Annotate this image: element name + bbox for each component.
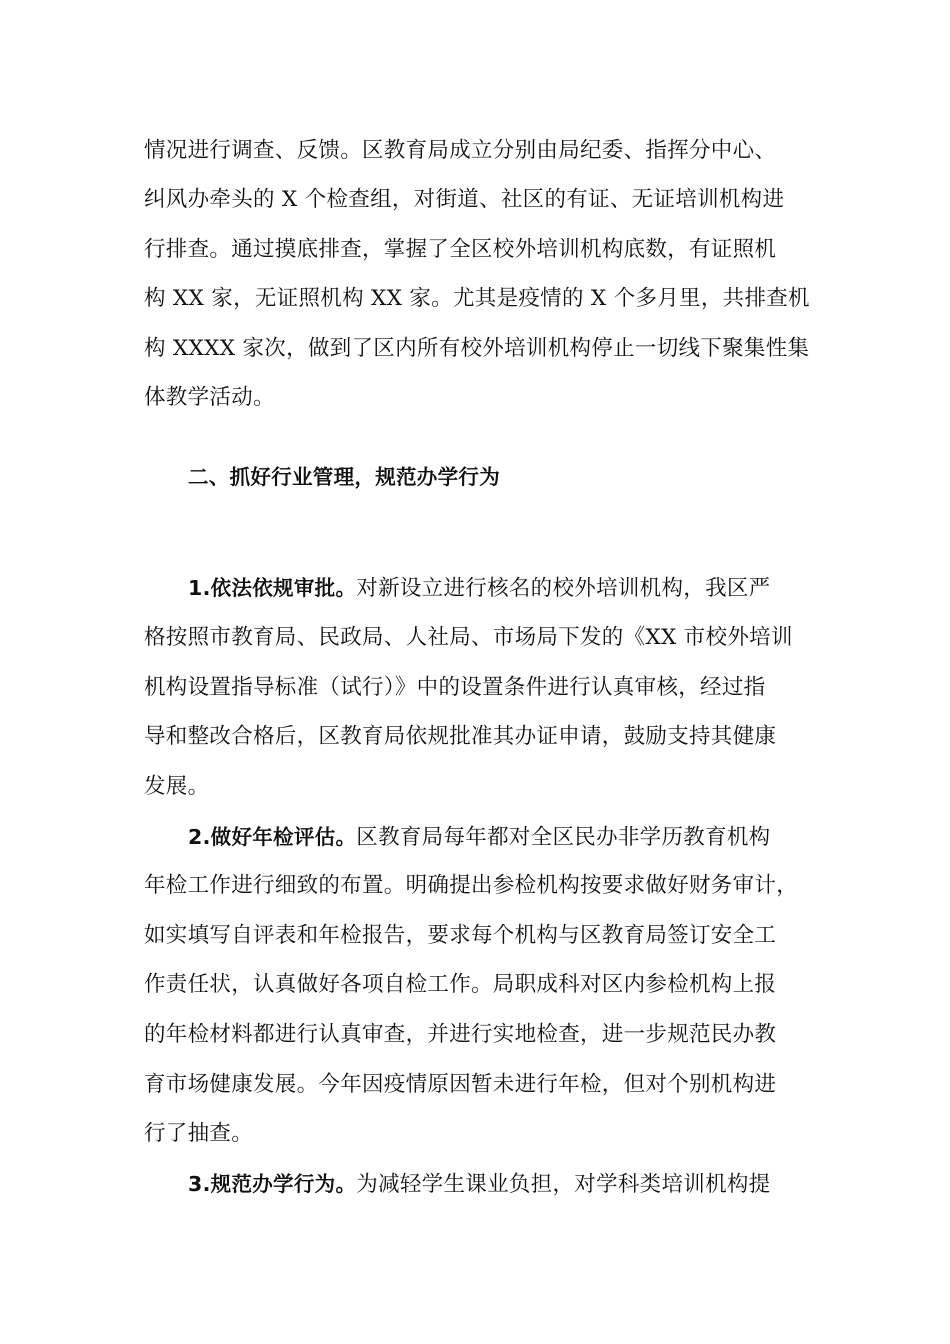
paragraph-1-line-1: 情况进行调查、反馈。区教育局成立分别由局纪委、指挥分中心、 xyxy=(144,138,777,163)
item-2-line-6: 育市场健康发展。今年因疫情原因暂未进行年检，但对个别机构进 xyxy=(144,1072,777,1097)
item-2-line-5: 的年检材料都进行认真审查，并进行实地检查，进一步规范民办教 xyxy=(144,1022,777,1047)
item-2-lead: 2.做好年检评估。 xyxy=(188,825,357,849)
item-1-line-3: 机构设置指导标准（试行）》中的设置条件进行认真审核，经过指 xyxy=(144,675,766,700)
paragraph-1-line-5: 构 XXXX 家次，做到了区内所有校外培训机构停止一切线下聚集性集 xyxy=(144,336,810,361)
item-1-line-2: 格按照市教育局、民政局、人社局、市场局下发的《XX 市校外培训 xyxy=(144,625,793,650)
paragraph-1-line-2: 纠风办牵头的 X 个检查组，对街道、社区的有证、无证培训机构进 xyxy=(144,187,785,212)
item-2-line-4: 作责任状，认真做好各项自检工作。局职成科对区内参检机构上报 xyxy=(144,972,777,997)
item-3-lead: 3.规范办学行为。 xyxy=(188,1172,357,1196)
item-1-first-line-text: 对新设立进行核名的校外培训机构，我区严 xyxy=(356,576,771,601)
item-2-line-7: 行了抽查。 xyxy=(144,1121,254,1146)
item-2-first-line xyxy=(188,822,818,853)
item-3-first-line xyxy=(188,1169,818,1200)
item-1-line-5: 发展。 xyxy=(144,774,210,799)
item-1-lead: 1.依法依规审批。 xyxy=(188,576,357,600)
item-2-line-3: 如实填写自评表和年检报告，要求每个机构与区教育局签订安全工 xyxy=(144,923,777,948)
item-2-first-line-text: 区教育局每年都对全区民办非学历教育机构 xyxy=(356,825,771,850)
section-heading: 二、抓好行业管理，规范办学行为 xyxy=(188,465,500,489)
item-3-first-line-text: 为减轻学生课业负担，对学科类培训机构提 xyxy=(356,1172,771,1197)
paragraph-1-line-6: 体教学活动。 xyxy=(144,385,275,410)
paragraph-1-line-4: 构 XX 家，无证照机构 XX 家。尤其是疫情的 X 个多月里，共排查机 xyxy=(144,286,810,311)
item-2-line-2: 年检工作进行细致的布置。明确提出参检机构按要求做好财务审计， xyxy=(144,873,799,898)
paragraph-1-line-3: 行排查。通过摸底排查，掌握了全区校外培训机构底数，有证照机 xyxy=(144,237,777,262)
item-1-first-line xyxy=(188,573,818,604)
item-1-line-4: 导和整改合格后，区教育局依规批准其办证申请，鼓励支持其健康 xyxy=(144,724,777,749)
